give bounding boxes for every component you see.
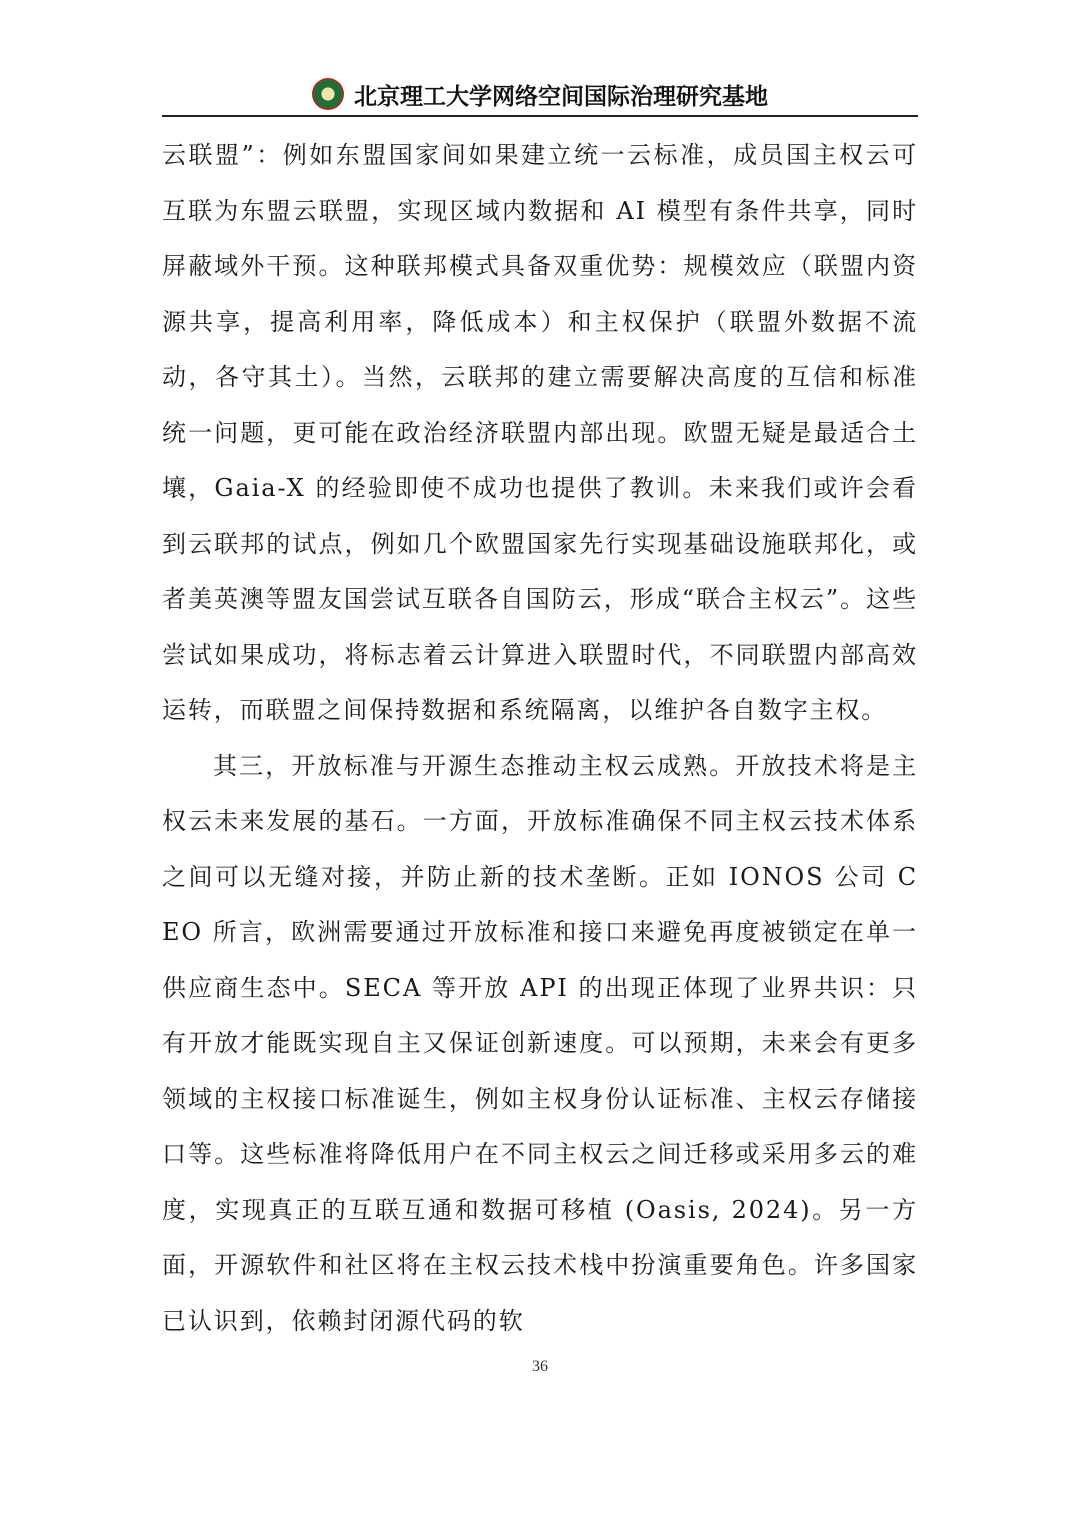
document-body — [162, 128, 918, 1349]
page-number: 36 — [532, 1358, 548, 1375]
university-seal-icon — [312, 78, 344, 110]
page-header — [162, 72, 918, 116]
header-title: 北京理工大学网络空间国际治理研究基地 — [354, 83, 768, 110]
paragraph-third-point: 其三，开放标准与开源生态推动主权云成熟。开放技术将是主权云未来发展的基石。一方面，开放标准确保不同主权云技术体系之间可以无缝对接，并防止新的技术垄断。正如 IONOS 公司 CEO 所言，欧洲需要通过开放标准和接口来避免再度被锁定在单一供应商生态中。SECA 等开放 API 的出现正体现了业界共识：只有开放才能既实现自主又保证创新速度。可以预期，未来会有更多领域的主权接口标准诞生，例如主权身份认证标准、主权云存储接口等。这些标准将降低用户在不同主权云之间迁移或采用多云的难度，实现真正的互联互通和数据可移植 (Oasis, 2024)。另一方面，开源软件和社区将在主权云技术栈中扮演重要角色。许多国家已认识到，依赖封闭源代码的软 — [162, 751, 918, 1335]
header-divider — [162, 115, 918, 117]
paragraph-continued: 云联盟”：例如东盟国家间如果建立统一云标准，成员国主权云可互联为东盟云联盟，实现区域内数据和 AI 模型有条件共享，同时屏蔽域外干预。这种联邦模式具备双重优势：规模效应（联盟内资源共享，提高利用率，降低成本）和主权保护（联盟外数据不流动，各守其土）。当然，云联邦的建立需要解决高度的互信和标准统一问题，更可能在政治经济联盟内部出现。欧盟无疑是最适合土壤，Gaia-X 的经验即使不成功也提供了教训。未来我们或许会看到云联邦的试点，例如几个欧盟国家先行实现基础设施联邦化，或者美英澳等盟友国尝试互联各自国防云，形成“联合主权云”。这些尝试如果成功，将标志着云计算进入联盟时代，不同联盟内部高效运转，而联盟之间保持数据和系统隔离，以维护各自数字主权。 — [162, 141, 918, 724]
